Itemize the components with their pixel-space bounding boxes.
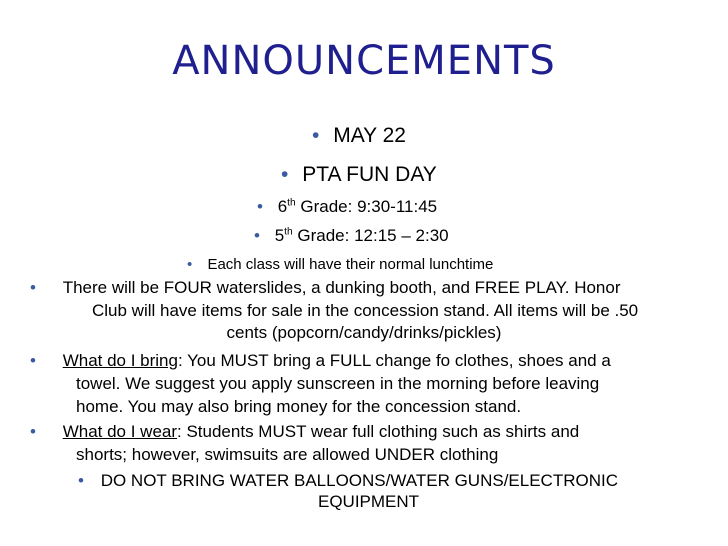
activities-line-2: Club will have items for sale in the concession stand. All items will be .50 — [92, 301, 639, 320]
bullet: • — [312, 124, 320, 147]
lunch-line — [187, 256, 493, 273]
activities-line-3: cents (popcorn/candy/drinks/pickles) — [226, 323, 502, 342]
bring-line-1: • What do I bring: You MUST bring a FULL change fo clothes, shoes and a — [30, 351, 611, 370]
bring-line-3: home. You may also bring money for the concession stand. — [76, 397, 522, 416]
activities-line-1: • There will be FOUR waterslides, a dunking booth, and FREE PLAY. Honor — [30, 278, 621, 297]
warning-line-1: • DO NOT BRING WATER BALLOONS/WATER GUNS/ELECTRONIC — [78, 471, 618, 490]
date-line — [312, 124, 406, 148]
wear-line-2: shorts; however, swimsuits are allowed UNDER clothing — [76, 445, 499, 464]
bullet: • — [257, 197, 263, 216]
grade5-text: 5th Grade: 12:15 – 2:30 — [274, 226, 449, 245]
event-text: PTA FUN DAY — [302, 163, 437, 186]
grade6-line — [257, 197, 437, 217]
bullet: • — [254, 226, 260, 245]
bring-line-2: towel. We suggest you apply sunscreen in the morning before leaving — [76, 374, 600, 393]
warning-line-2: EQUIPMENT — [318, 492, 420, 511]
event-line — [281, 163, 437, 187]
bullet: • — [281, 163, 289, 186]
bullet: • — [30, 351, 36, 370]
date-text: MAY 22 — [333, 124, 406, 147]
bullet: • — [30, 422, 36, 441]
lunch-text: Each class will have their normal lunchtime — [207, 256, 494, 273]
bring-label: What do I bring — [62, 351, 178, 370]
bullet: • — [78, 471, 84, 490]
bullet: • — [30, 278, 36, 297]
bullet: • — [187, 256, 193, 273]
wear-label: What do I wear — [62, 422, 178, 441]
page-title: ANNOUNCEMENTS — [172, 38, 556, 84]
wear-line-1: • What do I wear: Students MUST wear full clothing such as shirts and — [30, 422, 580, 441]
grade6-text: 6th Grade: 9:30-11:45 — [277, 197, 438, 216]
grade5-line — [254, 226, 449, 246]
